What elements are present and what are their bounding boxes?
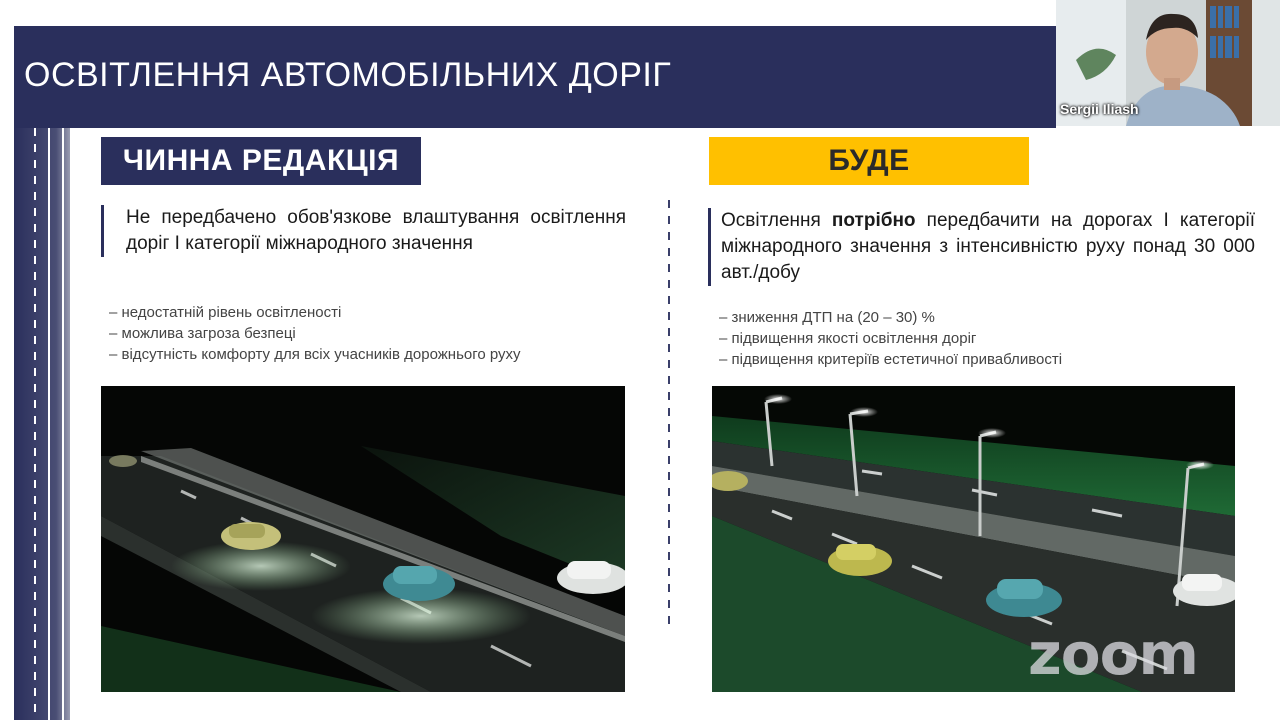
list-item: – недостатній рівень освітленості	[109, 304, 342, 321]
current-edition-tag: ЧИННА РЕДАКЦІЯ	[101, 137, 421, 185]
list-item: – відсутність комфорту для всіх учасників дорожнього руху	[109, 346, 521, 363]
list-item: – можлива загроза безпеці	[109, 325, 296, 342]
slide-header-bar	[14, 26, 1056, 128]
side-fade	[14, 128, 84, 720]
zoom-watermark: zoom	[1028, 620, 1198, 688]
future-statement	[708, 208, 1255, 286]
participant-name-label: Sergii Iliash	[1060, 101, 1139, 117]
unlit-road-image	[101, 386, 625, 692]
future-edition-tag: БУДЕ	[709, 137, 1029, 185]
current-consequences-list	[109, 302, 521, 365]
future-statement-bold: потрібно	[831, 210, 916, 231]
slide-title: ОСВІТЛЕННЯ АВТОМОБІЛЬНИХ ДОРІГ	[24, 56, 672, 94]
list-item: – підвищення критеріїв естетичної привабливості	[719, 351, 1063, 368]
column-divider	[668, 200, 670, 630]
future-statement-post: передбачити на дорогах І категорії міжнародного значення з інтенсивністю руху понад 30 000 авт./добу	[721, 210, 1255, 283]
participant-video-tile[interactable]	[1056, 0, 1280, 126]
current-statement: Не передбачено обов'язкове влаштування освітлення доріг І категорії міжнародного значення	[101, 205, 626, 257]
future-statement-pre: Освітлення	[721, 210, 832, 231]
list-item: – підвищення якості освітлення доріг	[719, 330, 977, 347]
list-item: – зниження ДТП на (20 – 30) %	[719, 309, 935, 326]
future-benefits-list	[719, 307, 1062, 370]
